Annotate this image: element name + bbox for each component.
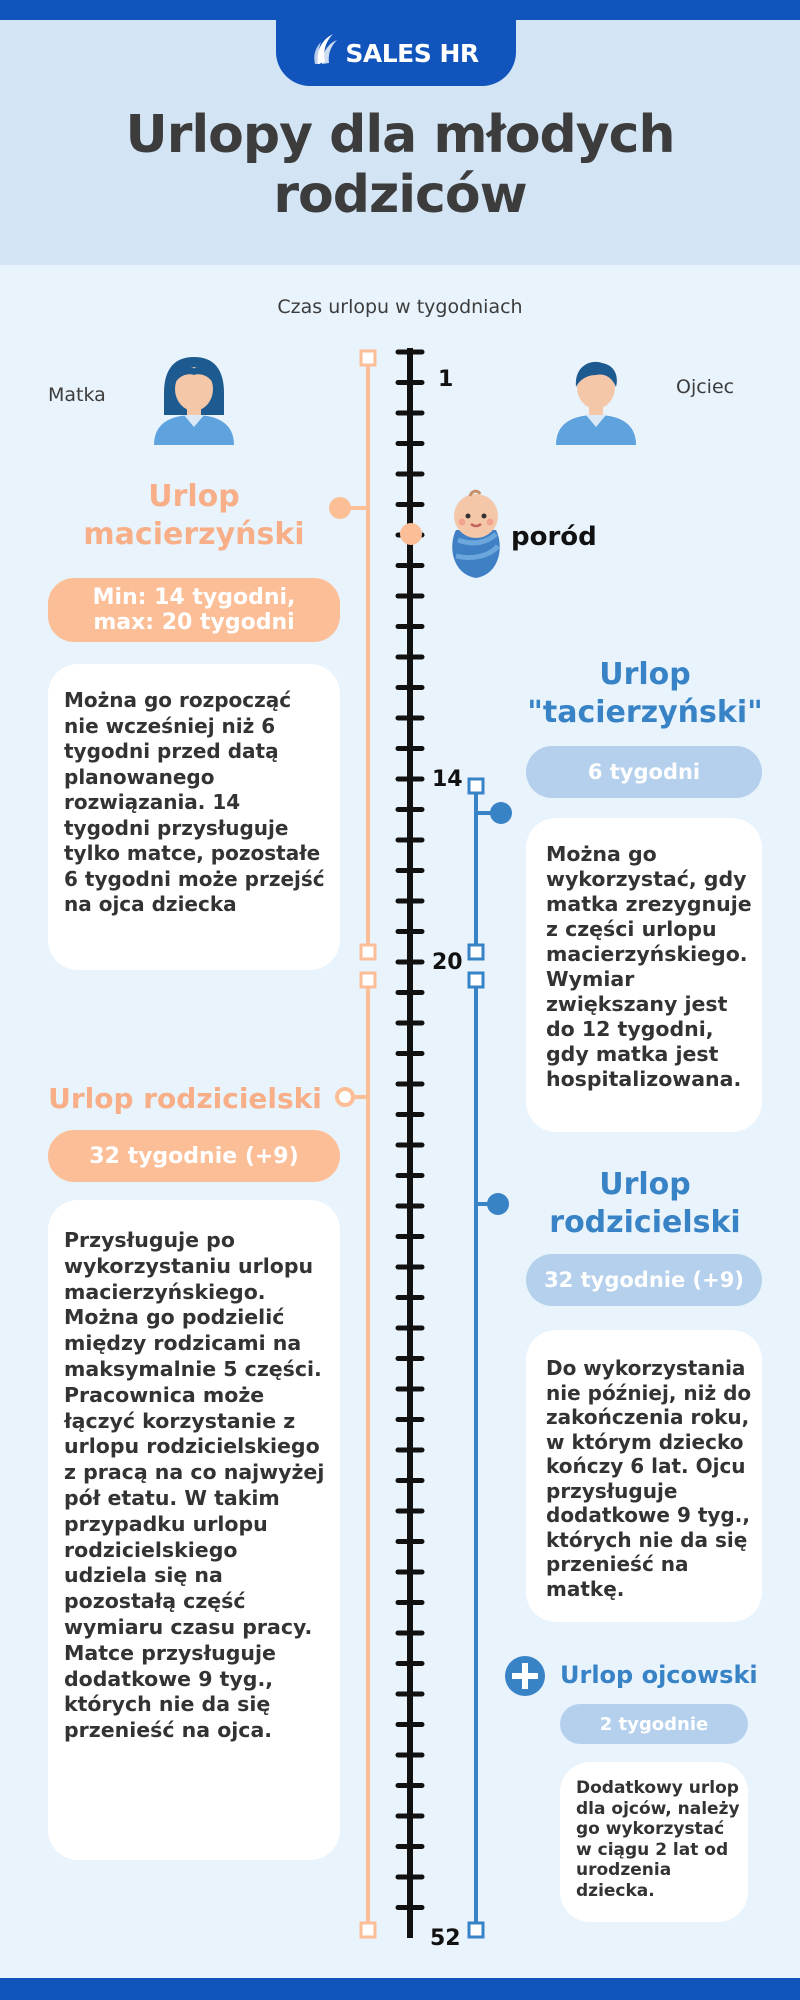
paternity-transfer-card [526,818,762,1132]
maternity-heading-line-2: macierzyński [83,517,305,552]
paternity-card [560,1762,748,1922]
maternity-pill-line-2: max: 20 tygodni [93,610,295,635]
birth-label: poród [511,522,597,552]
paternity-description: Dodatkowy urlop dla ojców, należy go wykorzystać w ciągu 2 lat od urodzenia dziecka. [576,1778,740,1901]
paternity-transfer-heading-line-2: "tacierzyński" [527,695,763,730]
parental-father-card [526,1330,762,1622]
parental-mother-description: Przysługuje po wykorzystaniu urlopu macierzyńskiego. Można go podzielić między rodzicami na maksymalnie 5 części. Pracownica może łączyć korzystanie z urlopu rodzicielskiego z pracą na co najwyżej pół etatu. W takim przypadku urlopu rodzicielskiego udziela się na pozostałą część wymiaru czasu pracy. Matce przysługuje dodatkowe 9 tyg., których nie da się przenieść na ojca. [64,1228,325,1743]
maternity-duration-pill [48,578,340,642]
paternity-transfer-start-marker [469,779,483,793]
parental-father-dot [487,1193,509,1215]
week-label-52: 52 [430,1926,461,1951]
maternity-heading-line-1: Urlop [148,479,240,514]
timeline-subtitle: Czas urlopu w tygodniach [277,296,523,318]
paternity-transfer-end-marker [469,945,483,959]
mother-label: Matka [48,384,106,406]
parental-mother-dot [337,1089,353,1105]
parental-mother-end-marker [361,1923,375,1937]
parental-mother-start-marker [361,973,375,987]
parental-father-description: Do wykorzystania nie później, niż do zakończenia roku, w którym dziecko kończy 6 lat. Ojcu przysługuje dodatkowe 9 tyg., których nie da się przenieść na matkę. [546,1356,752,1601]
parental-mother-card [48,1200,340,1860]
brand-name: SALES HR [345,38,479,68]
maternity-end-marker [361,945,375,959]
paternity-transfer-dot [490,802,512,824]
maternity-card [48,664,340,970]
title-line-1: Urlopy dla młodych [125,105,675,165]
maternity-description: Można go rozpocząć nie wcześniej niż 6 tygodni przed datą planowanego rozwiązania. 14 tygodni przysługuje tylko matce, pozostałe 6 tygodni może przejść na ojca dziecka [64,688,325,916]
parental-father-pill: 32 tygodnie (+9) [526,1254,762,1306]
paternity-transfer-pill: 6 tygodni [526,746,762,798]
parental-mother-heading: Urlop rodzicielski [48,1082,322,1115]
paternity-pill: 2 tygodnie [560,1704,748,1744]
bottom-bar [0,1978,800,2000]
week-label-14: 14 [432,767,463,792]
maternity-start-marker [361,351,375,365]
father-label: Ojciec [676,376,735,398]
parental-mother-pill: 32 tygodnie (+9) [48,1130,340,1182]
birth-dot [400,523,422,545]
paternity-transfer-heading [520,656,770,732]
week-label-20: 20 [432,950,463,975]
parental-father-start-marker [469,973,483,987]
maternity-pill-line-1: Min: 14 tygodni, [92,585,296,610]
title-line-2: rodziców [273,165,527,225]
parental-father-end-marker [469,1923,483,1937]
parental-father-heading-line-2: rodzicielski [549,1205,741,1240]
maternity-heading [40,478,348,554]
paternity-heading: Urlop ojcowski [560,1661,758,1689]
parental-father-heading-line-1: Urlop [599,1167,691,1202]
week-label-1: 1 [438,367,454,392]
paternity-transfer-heading-line-1: Urlop [599,657,691,692]
plus-icon [504,1655,546,1697]
parental-father-heading [520,1166,770,1242]
baby-icon [444,486,508,582]
paternity-transfer-description: Można go wykorzystać, gdy matka zrezygnuje z części urlopu macierzyńskiego. Wymiar zwiększany jest do 12 tygodni, gdy matka jest hospitalizowana. [546,842,752,1091]
